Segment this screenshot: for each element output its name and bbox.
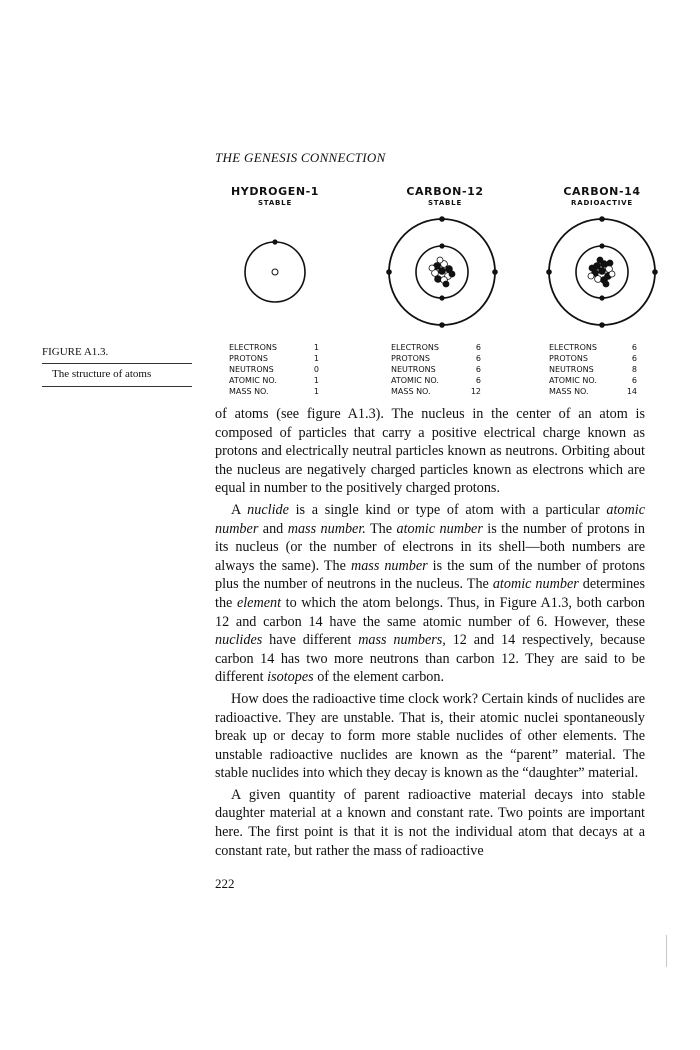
- italic-term: atomic number: [396, 520, 483, 537]
- stat-value: 6: [475, 343, 481, 352]
- stat-label: ELECTRONS: [391, 343, 439, 352]
- hydrogen-stats: [229, 342, 319, 397]
- stat-label: ELECTRONS: [549, 343, 597, 352]
- text-run: How does the radioactive time clock work? Certain kinds of nuclides are radioactive. They are unstable. That is, their atomic nuclei spontaneously break up or decay to form more stable nuclides of other elements. The unstable radioactive nuclides are known as the “parent” material. The stable nuclides into which they decay is known as the “daughter” material.: [215, 690, 645, 782]
- text-run: of the element carbon.: [313, 669, 445, 686]
- electron: [386, 269, 392, 275]
- stat-label: NEUTRONS: [229, 365, 274, 374]
- italic-term: atomic number: [215, 501, 645, 537]
- text-run: to which the atom belongs. Thus, in Figure A1.3, both carbon 12 and carbon 14 have the same atomic number of 6. However, these: [215, 594, 645, 630]
- nucleus: [272, 269, 278, 275]
- atom-title: CARBON-12: [406, 185, 484, 198]
- divider: [666, 935, 667, 967]
- stat-label: MASS NO.: [229, 387, 269, 396]
- stat-value: 0: [313, 365, 319, 374]
- stat-value: 1: [313, 387, 319, 396]
- stat-label: NEUTRONS: [391, 365, 436, 374]
- electron: [492, 269, 498, 275]
- stat-value: 6: [631, 343, 637, 352]
- body-text: [215, 405, 645, 860]
- page-number: 222: [215, 876, 235, 891]
- atom-subtitle: RADIOACTIVE: [571, 199, 633, 207]
- carbon-14-stats: [549, 342, 637, 397]
- nucleus: [429, 257, 455, 287]
- stat-value: 1: [313, 343, 319, 352]
- carbon-14-heading: [542, 185, 662, 207]
- atom-title: CARBON-14: [563, 185, 641, 198]
- electron: [599, 243, 604, 248]
- text-run: of atoms (see figure A1.3). The nucleus in the center of an atom is composed of particles that carry a positive electrical charge known as protons and electrically neutral particles known as neutrons. Orbiting about the nucleus are negatively charged particles known as electrons which are equal in number to the positively charged protons.: [215, 406, 645, 497]
- stat-label: PROTONS: [391, 354, 430, 363]
- stat-value: 6: [475, 376, 481, 385]
- text-run: and: [258, 520, 288, 537]
- stat-label: PROTONS: [549, 354, 588, 363]
- paragraph: [215, 690, 645, 783]
- italic-term: isotopes: [267, 669, 314, 686]
- stat-label: ATOMIC NO.: [229, 376, 277, 385]
- carbon-12-heading: [385, 185, 505, 207]
- electron: [546, 269, 552, 275]
- stat-value: 8: [631, 365, 637, 374]
- electron: [599, 295, 604, 300]
- paragraph: [215, 501, 645, 687]
- atom-subtitle: STABLE: [427, 199, 463, 207]
- electron: [599, 216, 605, 222]
- text-run: have different: [262, 632, 359, 649]
- electron: [439, 216, 445, 222]
- atom-title: HYDROGEN-1: [230, 185, 320, 198]
- hydrogen-atom-diagram: [235, 235, 315, 315]
- electron: [599, 322, 605, 328]
- stat-value: 1: [313, 376, 319, 385]
- paragraph: [215, 405, 645, 498]
- text-run: The: [365, 520, 397, 537]
- nucleus: [588, 257, 615, 287]
- text-run: 12 and 14 respectively, because carbon 14 has two more neutrons than carbon 12. They are said to be different: [215, 632, 645, 686]
- electron: [439, 322, 445, 328]
- stat-value: 1: [313, 354, 319, 363]
- stat-label: ATOMIC NO.: [549, 376, 597, 385]
- stat-value: 6: [631, 354, 637, 363]
- italic-term: mass number.: [287, 520, 366, 537]
- electron-shell: [245, 242, 305, 302]
- divider: [42, 363, 192, 364]
- carbon-12-atom-diagram: [382, 214, 502, 330]
- italic-term: nuclides: [215, 632, 263, 649]
- stat-label: MASS NO.: [391, 387, 431, 396]
- text-run: is the sum of the number of protons plus the number of neutrons in the nucleus. The: [215, 557, 645, 593]
- text-run: determines the: [215, 576, 645, 611]
- stat-label: MASS NO.: [549, 387, 589, 396]
- paragraph: [215, 786, 645, 860]
- stat-value: 14: [626, 387, 637, 396]
- atom-subtitle: STABLE: [257, 199, 293, 207]
- carbon-12-stats: [391, 342, 481, 397]
- italic-term: atomic number: [492, 576, 579, 593]
- italic-term: mass number: [350, 557, 428, 574]
- text-run: A: [231, 501, 248, 518]
- electron: [439, 243, 444, 248]
- divider: [42, 386, 192, 387]
- stat-label: ATOMIC NO.: [391, 376, 439, 385]
- running-head: THE GENESIS CONNECTION: [215, 150, 386, 165]
- stat-label: PROTONS: [229, 354, 268, 363]
- stat-value: 6: [475, 354, 481, 363]
- electron: [652, 269, 658, 275]
- italic-term: mass numbers,: [358, 632, 446, 649]
- stat-value: 6: [631, 376, 637, 385]
- carbon-14-atom-diagram: [542, 214, 662, 330]
- figure-label: FIGURE A1.3.: [42, 346, 109, 358]
- stat-value: 6: [475, 365, 481, 374]
- hydrogen-1-heading: [215, 185, 335, 207]
- stat-label: ELECTRONS: [229, 343, 277, 352]
- stat-label: NEUTRONS: [549, 365, 594, 374]
- text-run: A given quantity of parent radioactive material decays into stable daughter material at a known and constant rate. Two points are important here. The first point is that it is not the individual atom that decays at a constant rate, but rather the mass of radioactive: [215, 786, 645, 859]
- stat-value: 12: [470, 387, 481, 396]
- figure-caption: The structure of atoms: [52, 368, 152, 380]
- italic-term: element: [236, 594, 282, 611]
- electron: [272, 239, 277, 244]
- italic-term: nuclide: [247, 501, 289, 518]
- text-run: is the number of protons in its nucleus (or the number of electrons in its shell—both numbers are always the same). The: [215, 520, 645, 574]
- text-run: is a single kind or type of atom with a particular: [288, 501, 607, 518]
- electron: [439, 295, 444, 300]
